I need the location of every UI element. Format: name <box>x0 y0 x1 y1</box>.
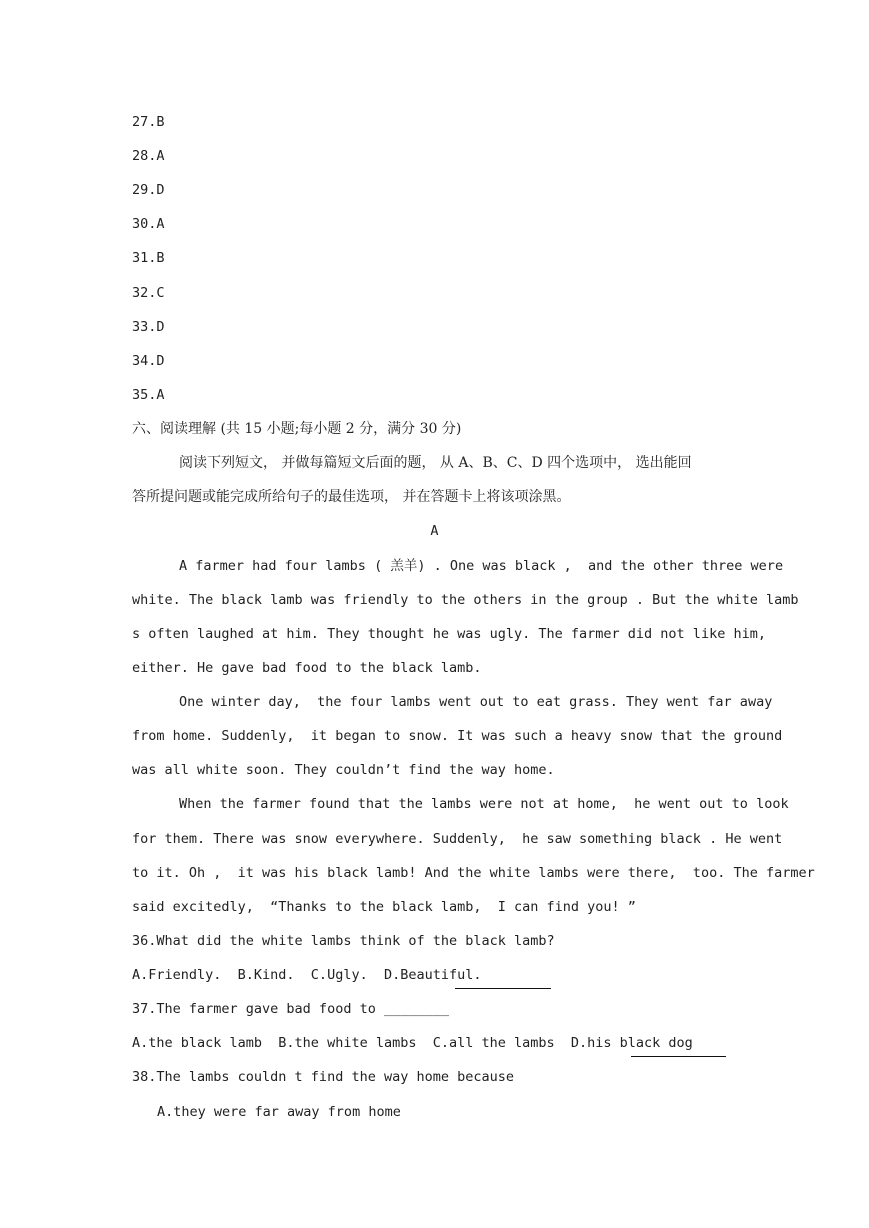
passage-line: s often laughed at him. They thought he was ugly. The farmer did not like him, <box>132 626 766 642</box>
instructions-line-1: 阅读下列短文， 并做每篇短文后面的题， 从 A、B、C、D 四个选项中， 选出能回 <box>179 455 692 471</box>
answer-27: 27.B <box>132 114 165 130</box>
passage-label: A <box>430 523 439 539</box>
answer-29: 29.D <box>132 182 165 198</box>
answer-31: 31.B <box>132 250 165 266</box>
passage-line: said excitedly, “Thanks to the black lamb, I can find you! ” <box>132 899 636 915</box>
passage-line: A farmer had four lambs ( 羔羊) . One was black , and the other three were <box>179 558 784 574</box>
answer-32: 32.C <box>132 285 165 301</box>
answer-33: 33.D <box>132 319 165 335</box>
passage-line: One winter day, the four lambs went out to eat grass. They went far away <box>179 694 773 710</box>
passage-line: to it. Oh , it was his black lamb! And the white lambs were there, too. The farmer <box>132 865 815 881</box>
passage-line: from home. Suddenly, it began to snow. It was such a heavy snow that the ground <box>132 728 783 744</box>
question-38-option-a: A.they were far away from home <box>157 1104 401 1120</box>
question-38-stem: 38.The lambs couldn t find the way home because <box>132 1069 515 1085</box>
underline-rule <box>631 1056 726 1057</box>
passage-line: white. The black lamb was friendly to the others in the group . But the white lamb <box>132 592 799 608</box>
question-37-stem: 37.The farmer gave bad food to ________ <box>132 1001 449 1017</box>
answer-28: 28.A <box>132 148 165 164</box>
underline-rule <box>455 988 551 989</box>
question-37-options: A.the black lamb B.the white lambs C.all the lambs D.his black dog <box>132 1035 693 1051</box>
answer-30: 30.A <box>132 216 165 232</box>
passage-line: either. He gave bad food to the black lamb. <box>132 660 482 676</box>
question-36-options: A.Friendly. B.Kind. C.Ugly. D.Beautiful. <box>132 967 482 983</box>
answer-35: 35.A <box>132 387 165 403</box>
answer-34: 34.D <box>132 353 165 369</box>
question-36-stem: 36.What did the white lambs think of the black lamb? <box>132 933 555 949</box>
passage-line: When the farmer found that the lambs were not at home, he went out to look <box>179 796 789 812</box>
passage-line: was all white soon. They couldn’t find the way home. <box>132 762 555 778</box>
passage-line: for them. There was snow everywhere. Suddenly, he saw something black . He went <box>132 831 783 847</box>
instructions-line-2: 答所提问题或能完成所给句子的最佳选项， 并在答题卡上将该项涂黑。 <box>132 489 571 505</box>
section-heading: 六、阅读理解 (共 15 小题;每小题 2 分，满分 30 分) <box>132 421 462 437</box>
